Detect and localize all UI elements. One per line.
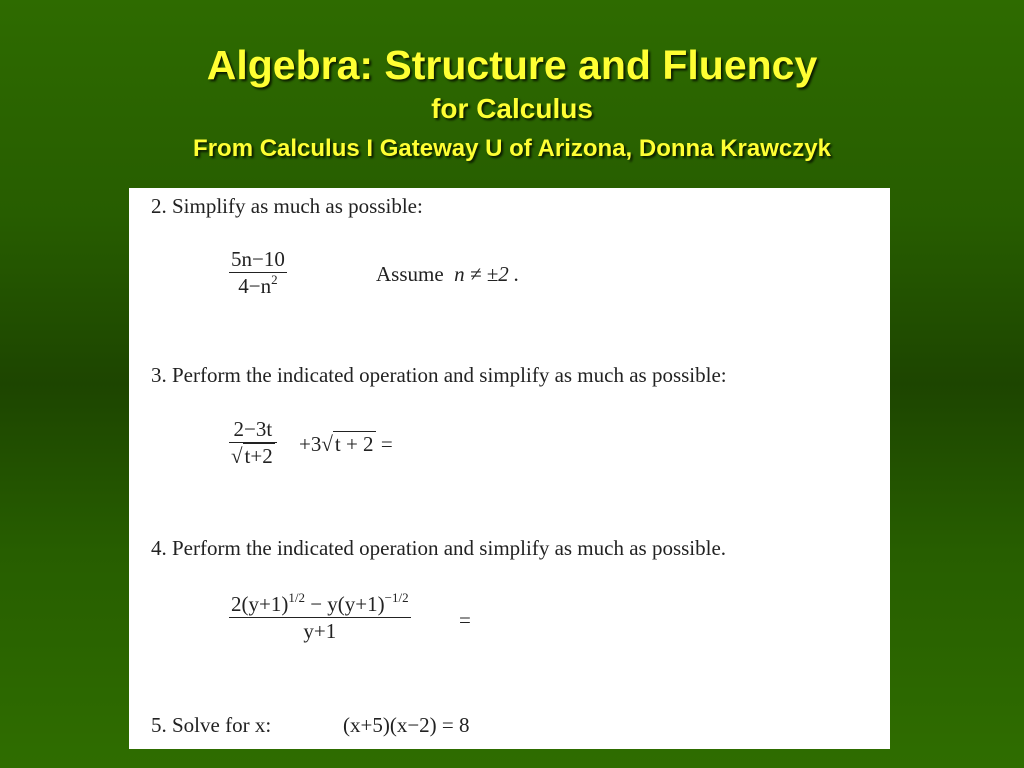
problem-3-sum-term: +3√t + 2 = — [299, 432, 393, 456]
problem-3-numerator: 2−3t — [233, 417, 273, 441]
problem-2-fraction — [229, 246, 287, 299]
slide-byline: From Calculus I Gateway U of Arizona, Donna Krawczyk — [193, 135, 831, 162]
problem-2-denominator: $4-n^2$ — [238, 272, 278, 298]
slide-title: Algebra: Structure and Fluency — [206, 42, 818, 88]
problem-3-denominator: √t+2 — [231, 444, 273, 468]
problem-3-instruction: 3. Perform the indicated operation and simplify as much as possible: — [151, 363, 727, 387]
problem-2-instruction: 2. Simplify as much as possible: — [151, 194, 423, 218]
problem-4-instruction: 4. Perform the indicated operation and simplify as much as possible. — [151, 536, 727, 560]
problem-5-instruction: 5. Solve for x: — [151, 713, 272, 737]
problem-4-numerator: $2(y+1)^{1/2} - y(y+1)^{-1/2}$ — [231, 590, 409, 616]
slide-subtitle: for Calculus — [431, 93, 593, 124]
problem-4-fraction — [229, 591, 411, 644]
problem-3-fraction — [229, 416, 277, 469]
worksheet-image — [129, 188, 890, 749]
problem-5-equation: (x+5)(x−2) = 8 — [343, 713, 470, 737]
problem-4-denominator: y+1 — [303, 619, 337, 643]
problem-2-numerator: 5n−10 — [231, 247, 285, 271]
problem-2-assumption: Assume n ≠ ±2 . — [376, 262, 520, 286]
problem-4-equals: = — [459, 608, 471, 632]
